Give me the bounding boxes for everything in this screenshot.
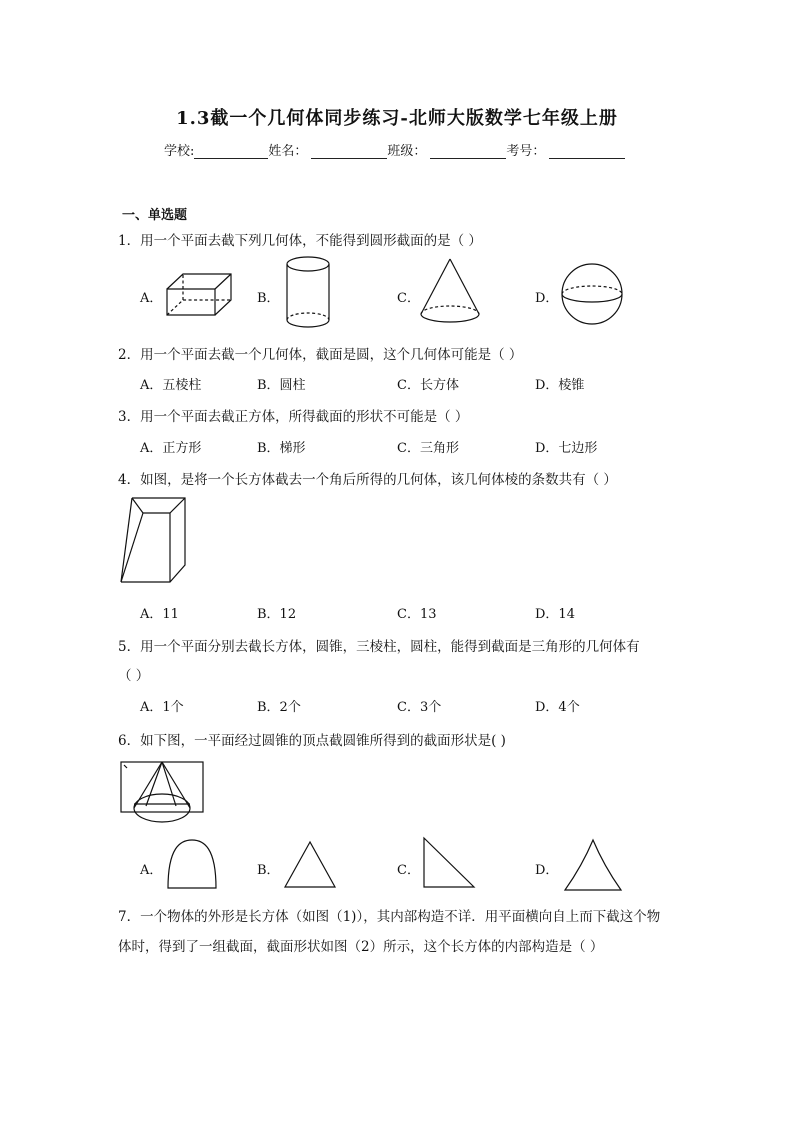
curved-triangle-figure bbox=[563, 838, 623, 892]
question-7-continued: 体时，得到了一组截面，截面形状如图（2）所示，这个长方体的内部构造是（ ） bbox=[118, 939, 604, 955]
q5-option-b[interactable]: B．2个 bbox=[257, 700, 301, 715]
q5-option-d[interactable]: D．4个 bbox=[535, 700, 580, 715]
cone-figure bbox=[420, 258, 482, 328]
question-text: 一个物体的外形是长方体（如图（1)），其内部构造不详．用平面横向自上而下截这个物 bbox=[140, 909, 661, 925]
school-blank[interactable] bbox=[194, 144, 268, 159]
q6-option-b[interactable]: B． bbox=[257, 863, 280, 878]
question-number: 2． bbox=[118, 347, 141, 363]
q2-option-d[interactable]: D．棱锥 bbox=[535, 378, 585, 393]
q3-option-b[interactable]: B．梯形 bbox=[257, 441, 306, 456]
section-heading: 一、单选题 bbox=[122, 208, 188, 223]
question-number: 1． bbox=[118, 233, 141, 249]
q1-option-d[interactable]: D． bbox=[535, 291, 559, 306]
question-7 bbox=[118, 905, 660, 925]
question-text: 如下图，一平面经过圆锥的顶点截圆锥所得到的截面形状是( ) bbox=[140, 733, 506, 749]
question-5-continued: （ ） bbox=[118, 668, 150, 684]
question-number: 4． bbox=[118, 472, 141, 488]
name-label: 姓名： bbox=[268, 144, 308, 159]
exam-number-blank[interactable] bbox=[549, 144, 625, 159]
question-text: 用一个平面去截一个几何体，截面是圆，这个几何体可能是（ ） bbox=[140, 347, 523, 363]
class-label: 班级： bbox=[387, 144, 427, 159]
q4-option-d[interactable]: D．14 bbox=[535, 607, 575, 622]
cuboid-figure bbox=[166, 272, 234, 318]
name-blank[interactable] bbox=[311, 144, 387, 159]
q3-option-a[interactable]: A．正方形 bbox=[140, 441, 202, 456]
question-4 bbox=[118, 468, 617, 488]
question-6 bbox=[118, 729, 506, 749]
q4-option-a[interactable]: A．11 bbox=[140, 607, 179, 622]
question-3 bbox=[118, 405, 468, 425]
q4-option-c[interactable]: C．13 bbox=[397, 607, 437, 622]
q6-option-c[interactable]: C． bbox=[397, 863, 420, 878]
question-number: 5． bbox=[118, 639, 141, 655]
q5-option-a[interactable]: A．1个 bbox=[140, 700, 184, 715]
q2-option-b[interactable]: B．圆柱 bbox=[257, 378, 306, 393]
question-number: 7． bbox=[118, 909, 141, 925]
cylinder-figure bbox=[286, 256, 332, 330]
class-blank[interactable] bbox=[430, 144, 506, 159]
question-number: 3． bbox=[118, 409, 141, 425]
q1-option-c[interactable]: C． bbox=[397, 291, 420, 306]
question-text: 如图，是将一个长方体截去一个角后所得的几何体，该几何体棱的条数共有（ ） bbox=[140, 472, 617, 488]
page-title: 1.3截一个几何体同步练习-北师大版数学七年级上册 bbox=[176, 108, 618, 129]
question-5 bbox=[118, 635, 640, 655]
question-number: 6． bbox=[118, 733, 141, 749]
exam-number-label: 考号： bbox=[506, 144, 546, 159]
arch-shape-figure bbox=[166, 838, 218, 890]
right-triangle-figure bbox=[422, 836, 476, 890]
q5-option-c[interactable]: C．3个 bbox=[397, 700, 442, 715]
cut-cuboid-figure bbox=[119, 496, 189, 586]
sphere-figure bbox=[561, 263, 625, 327]
q2-option-a[interactable]: A．五棱柱 bbox=[140, 378, 202, 393]
q3-option-c[interactable]: C．三角形 bbox=[397, 441, 459, 456]
question-2 bbox=[118, 343, 522, 363]
q6-option-d[interactable]: D． bbox=[535, 863, 559, 878]
question-text: 用一个平面分别去截长方体，圆锥，三棱柱，圆柱，能得到截面是三角形的几何体有 bbox=[140, 639, 640, 655]
q3-option-d[interactable]: D．七边形 bbox=[535, 441, 598, 456]
question-1 bbox=[118, 229, 482, 249]
q1-option-b[interactable]: B． bbox=[257, 291, 280, 306]
school-label: 学校: bbox=[164, 144, 195, 159]
q1-option-a[interactable]: A． bbox=[140, 291, 163, 306]
question-text: 用一个平面去截正方体，所得截面的形状不可能是（ ） bbox=[140, 409, 469, 425]
cone-section-figure bbox=[120, 760, 206, 826]
q2-option-c[interactable]: C．长方体 bbox=[397, 378, 459, 393]
q4-option-b[interactable]: B．12 bbox=[257, 607, 297, 622]
triangle-figure bbox=[283, 840, 337, 890]
student-info-row bbox=[164, 140, 625, 159]
q6-option-a[interactable]: A． bbox=[140, 863, 163, 878]
question-text: 用一个平面去截下列几何体，不能得到圆形截面的是（ ） bbox=[140, 233, 482, 249]
